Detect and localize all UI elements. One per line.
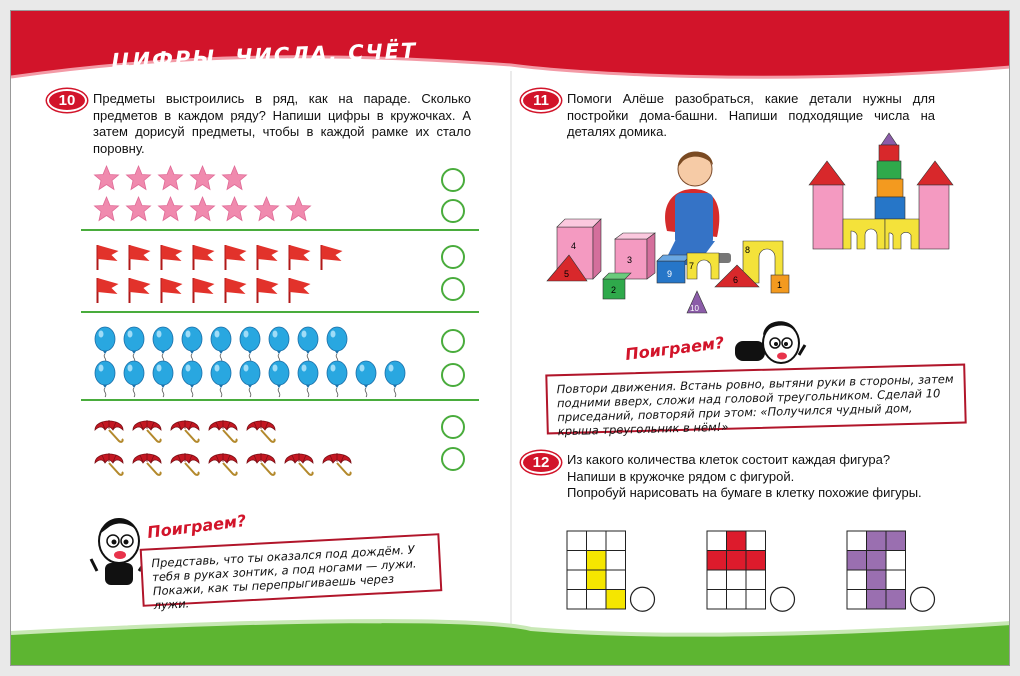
play-title: Поиграем? bbox=[624, 333, 726, 364]
answer-circle[interactable] bbox=[441, 329, 465, 353]
flag-icon bbox=[221, 276, 248, 309]
task-12-line: Напиши в кружочке рядом с фигурой. bbox=[567, 468, 795, 484]
empty-cell bbox=[746, 570, 766, 590]
filled-cell bbox=[727, 531, 747, 551]
section-title: ЦИФРЫ, ЧИСЛА, СЧЁТ bbox=[110, 38, 418, 74]
cell-grid bbox=[567, 531, 655, 611]
umbrella-icon bbox=[131, 415, 163, 450]
umbrella-icon bbox=[169, 415, 201, 450]
answer-circle[interactable] bbox=[441, 363, 465, 387]
empty-cell bbox=[606, 551, 626, 571]
flag-icon bbox=[125, 243, 152, 276]
filled-cell bbox=[886, 590, 906, 610]
flag-icon bbox=[189, 276, 216, 309]
tower-house-illustration bbox=[807, 139, 955, 261]
empty-cell bbox=[587, 590, 607, 610]
counting-row-umbrella bbox=[93, 448, 359, 483]
empty-cell bbox=[606, 570, 626, 590]
play-text: Повтори движения. Встань ровно, вытяни руки в стороны, затем подними вверх, сложи над головой треугольником. Сделай 10 приседаний, повторяй при этом: «Получился чудный дом, крыша треугольник в нём!» bbox=[556, 371, 954, 439]
play-text: Представь, что ты оказался под дождём. У тебя в руках зонтик, а под ногами — лужи. Покажи, как ты перепрыгиваешь через лужи. bbox=[151, 542, 417, 613]
flag-icon bbox=[253, 276, 280, 309]
book-spread bbox=[10, 10, 1010, 666]
umbrella-icon bbox=[93, 415, 125, 450]
star-icon bbox=[189, 196, 216, 227]
filled-cell bbox=[727, 551, 747, 571]
umbrella-icon bbox=[93, 448, 125, 483]
balloon-icon bbox=[267, 361, 291, 402]
answer-circle[interactable] bbox=[441, 199, 465, 223]
empty-cell bbox=[886, 551, 906, 571]
star-icon bbox=[157, 165, 184, 196]
flag-icon bbox=[285, 243, 312, 276]
empty-cell bbox=[886, 570, 906, 590]
umbrella-icon bbox=[283, 448, 315, 483]
flag-icon bbox=[317, 243, 344, 276]
empty-cell bbox=[746, 590, 766, 610]
task-number-badge: 12 bbox=[521, 451, 561, 474]
counting-row-umbrella bbox=[93, 415, 283, 450]
flag-icon bbox=[93, 276, 120, 309]
umbrella-icon bbox=[207, 415, 239, 450]
star-icon bbox=[93, 165, 120, 196]
balloon-icon bbox=[180, 361, 204, 402]
empty-cell bbox=[847, 570, 867, 590]
star-icon bbox=[221, 165, 248, 196]
play-title: Поиграем? bbox=[146, 511, 248, 542]
star-icon bbox=[125, 196, 152, 227]
answer-circle[interactable] bbox=[441, 168, 465, 192]
star-icon bbox=[221, 196, 248, 227]
cell-grid bbox=[847, 531, 935, 611]
empty-cell bbox=[606, 531, 626, 551]
star-icon bbox=[189, 165, 216, 196]
cell-figures bbox=[567, 527, 987, 613]
filled-cell bbox=[707, 551, 727, 571]
filled-cell bbox=[867, 590, 887, 610]
empty-cell bbox=[587, 531, 607, 551]
filled-cell bbox=[867, 531, 887, 551]
task-number-badge: 11 bbox=[521, 89, 561, 112]
filled-cell bbox=[847, 551, 867, 571]
balloon-icon bbox=[238, 361, 262, 402]
task-10-text: Предметы выстроились в ряд, как на параде. Сколько предметов в каждом ряду? Напиши цифры в кружочках. А затем дорисуй предметы, чтобы в каждой рамке их стало поровну. bbox=[93, 91, 471, 156]
task-12-line: Попробуй нарисовать на бумаге в клетку похожие фигуры. bbox=[567, 485, 922, 500]
star-icon bbox=[157, 196, 184, 227]
page-spine bbox=[510, 71, 512, 631]
empty-cell bbox=[707, 590, 727, 610]
star-icon bbox=[125, 165, 152, 196]
balloon-icon bbox=[296, 361, 320, 402]
counting-row-balloon bbox=[93, 361, 412, 402]
mascot-boy-illustration bbox=[735, 315, 805, 375]
block-label: 3 bbox=[627, 255, 633, 265]
flag-icon bbox=[157, 276, 184, 309]
answer-circle[interactable] bbox=[631, 587, 655, 611]
task-number-badge: 10 bbox=[47, 89, 87, 112]
filled-cell bbox=[606, 590, 626, 610]
block-label: 7 bbox=[689, 261, 695, 271]
filled-cell bbox=[886, 531, 906, 551]
answer-circle[interactable] bbox=[441, 277, 465, 301]
block-label: 10 bbox=[690, 304, 699, 313]
task-11-text: Помоги Алёше разобраться, какие детали нужны для постройки дома-башни. Напиши подходящие числа на деталях домика. bbox=[567, 91, 935, 139]
counting-row-star bbox=[93, 165, 253, 196]
counting-row-star bbox=[93, 196, 317, 227]
balloon-icon bbox=[354, 361, 378, 402]
flag-icon bbox=[93, 243, 120, 276]
flag-icon bbox=[221, 243, 248, 276]
cell-grid bbox=[707, 531, 795, 611]
filled-cell bbox=[867, 570, 887, 590]
empty-cell bbox=[707, 531, 727, 551]
empty-cell bbox=[727, 570, 747, 590]
answer-circle[interactable] bbox=[441, 415, 465, 439]
balloon-icon bbox=[383, 361, 407, 402]
filled-cell bbox=[587, 570, 607, 590]
balloon-icon bbox=[209, 361, 233, 402]
task-12-line: Из какого количества клеток состоит каждая фигура? bbox=[567, 452, 891, 467]
answer-circle[interactable] bbox=[911, 587, 935, 611]
empty-cell bbox=[746, 531, 766, 551]
mascot-boy-illustration bbox=[87, 511, 147, 591]
umbrella-icon bbox=[169, 448, 201, 483]
row-divider bbox=[81, 399, 479, 401]
task-12-text bbox=[567, 452, 949, 502]
filled-cell bbox=[746, 551, 766, 571]
answer-circle[interactable] bbox=[771, 587, 795, 611]
flag-icon bbox=[125, 276, 152, 309]
star-icon bbox=[93, 196, 120, 227]
empty-cell bbox=[847, 590, 867, 610]
counting-row-flag bbox=[93, 243, 349, 276]
counting-row-flag bbox=[93, 276, 317, 309]
flag-icon bbox=[253, 243, 280, 276]
empty-cell bbox=[847, 531, 867, 551]
empty-cell bbox=[567, 531, 587, 551]
footer-band bbox=[11, 611, 1010, 666]
filled-cell bbox=[867, 551, 887, 571]
row-divider bbox=[81, 311, 479, 313]
block-label: 2 bbox=[611, 285, 617, 295]
block-label: 1 bbox=[777, 280, 783, 290]
block-label: 9 bbox=[667, 269, 673, 279]
filled-cell bbox=[587, 551, 607, 571]
block-label: 4 bbox=[571, 241, 577, 251]
empty-cell bbox=[707, 570, 727, 590]
empty-cell bbox=[727, 590, 747, 610]
flag-icon bbox=[189, 243, 216, 276]
block-label: 5 bbox=[564, 269, 570, 279]
flag-icon bbox=[157, 243, 184, 276]
umbrella-icon bbox=[131, 448, 163, 483]
play-box bbox=[140, 533, 443, 613]
flag-icon bbox=[285, 276, 312, 309]
play-box bbox=[545, 364, 966, 439]
umbrella-icon bbox=[245, 415, 277, 450]
balloon-icon bbox=[122, 361, 146, 402]
empty-cell bbox=[567, 590, 587, 610]
row-divider bbox=[81, 229, 479, 231]
star-icon bbox=[285, 196, 312, 227]
answer-circle[interactable] bbox=[441, 245, 465, 269]
umbrella-icon bbox=[207, 448, 239, 483]
boy-with-blocks-illustration bbox=[547, 141, 792, 316]
star-icon bbox=[253, 196, 280, 227]
block-label: 8 bbox=[745, 245, 751, 255]
answer-circle[interactable] bbox=[441, 447, 465, 471]
block-label: 6 bbox=[733, 275, 739, 285]
balloon-icon bbox=[151, 361, 175, 402]
umbrella-icon bbox=[321, 448, 353, 483]
empty-cell bbox=[567, 570, 587, 590]
umbrella-icon bbox=[245, 448, 277, 483]
balloon-icon bbox=[325, 361, 349, 402]
empty-cell bbox=[567, 551, 587, 571]
balloon-icon bbox=[93, 361, 117, 402]
